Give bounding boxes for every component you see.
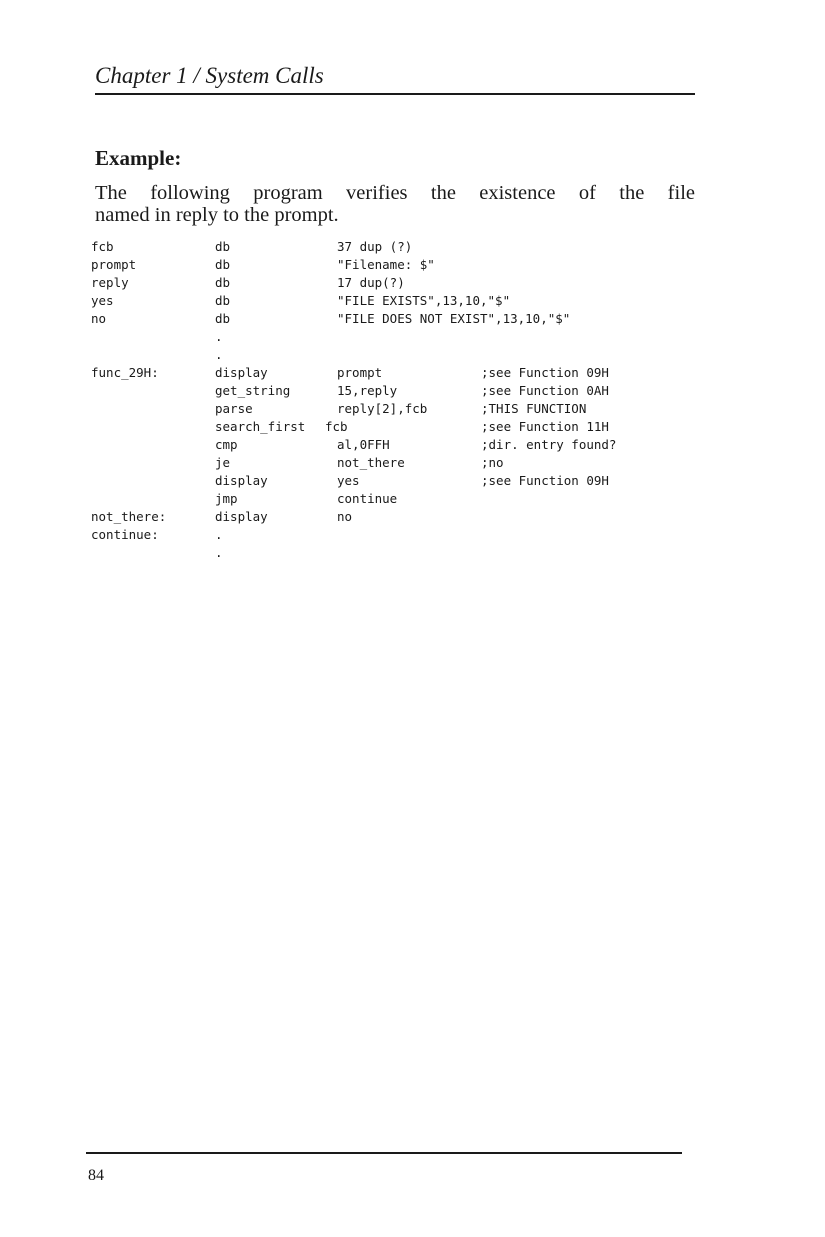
code-arg: 15,reply [337,383,398,398]
code-arg: not_there [337,455,405,470]
code-op: cmp [215,437,238,452]
code-comment: ;see Function 11H [481,419,609,434]
code-line [91,508,731,526]
code-arg: "Filename: $" [337,257,435,272]
intro-line: The following program verifies the existence of the file [95,182,695,204]
intro-line: named in reply to the prompt. [95,204,339,226]
code-arg: 17 dup(?) [337,275,405,290]
code-op: display [215,365,268,380]
code-arg: no [337,509,353,524]
code-line [91,310,731,328]
code-line [91,472,731,490]
code-ellipsis-line [91,346,731,364]
intro-paragraph [95,182,695,226]
page-number: 84 [88,1167,104,1184]
code-arg: reply[2],fcb [337,401,428,416]
code-arg: "FILE EXISTS",13,10,"$" [337,293,511,308]
code-arg: yes [337,473,360,488]
code-line [91,490,731,508]
code-op: db [215,293,231,308]
code-label: no [91,311,107,326]
code-line [91,436,731,454]
code-op: db [215,257,231,272]
code-comment: ;THIS FUNCTION [481,401,587,416]
code-comment: ;see Function 09H [481,473,609,488]
page-header-title: Chapter 1 / System Calls [95,63,324,88]
code-arg: fcb [325,419,348,434]
code-line [91,274,731,292]
example-heading: Example: [95,146,182,170]
code-op: parse [215,401,253,416]
code-op: display [215,473,268,488]
code-ellipsis: . [215,347,223,362]
code-line [91,400,731,418]
code-arg: "FILE DOES NOT EXIST",13,10,"$" [337,311,571,326]
code-label: fcb [91,239,114,254]
code-label: prompt [91,257,137,272]
code-line [91,238,731,256]
code-op: db [215,311,231,326]
code-line [91,292,731,310]
code-ellipsis-line [91,328,731,346]
code-ellipsis-line [91,544,731,562]
code-op: db [215,239,231,254]
code-op: search_first [215,419,306,434]
code-line [91,454,731,472]
code-line [91,526,731,544]
code-comment: ;dir. entry found? [481,437,617,452]
code-comment: ;see Function 0AH [481,383,609,398]
code-op: display [215,509,268,524]
code-op: db [215,275,231,290]
code-ellipsis: . [215,545,223,560]
footer-rule [86,1152,682,1154]
code-op: jmp [215,491,238,506]
code-arg: al,0FFH [337,437,390,452]
header-rule [95,93,695,95]
code-op: je [215,455,231,470]
code-arg: 37 dup (?) [337,239,413,254]
code-op: get_string [215,383,291,398]
code-label: not_there: [91,509,167,524]
code-line [91,364,731,382]
code-listing [91,238,731,562]
code-label: reply [91,275,129,290]
code-comment: ;see Function 09H [481,365,609,380]
code-label: continue: [91,527,159,542]
code-op: . [215,527,223,542]
code-line [91,382,731,400]
code-label: func_29H: [91,365,159,380]
code-arg: continue [337,491,398,506]
code-line [91,256,731,274]
code-ellipsis: . [215,329,223,344]
code-arg: prompt [337,365,383,380]
code-label: yes [91,293,114,308]
code-comment: ;no [481,455,504,470]
code-line [91,418,731,436]
